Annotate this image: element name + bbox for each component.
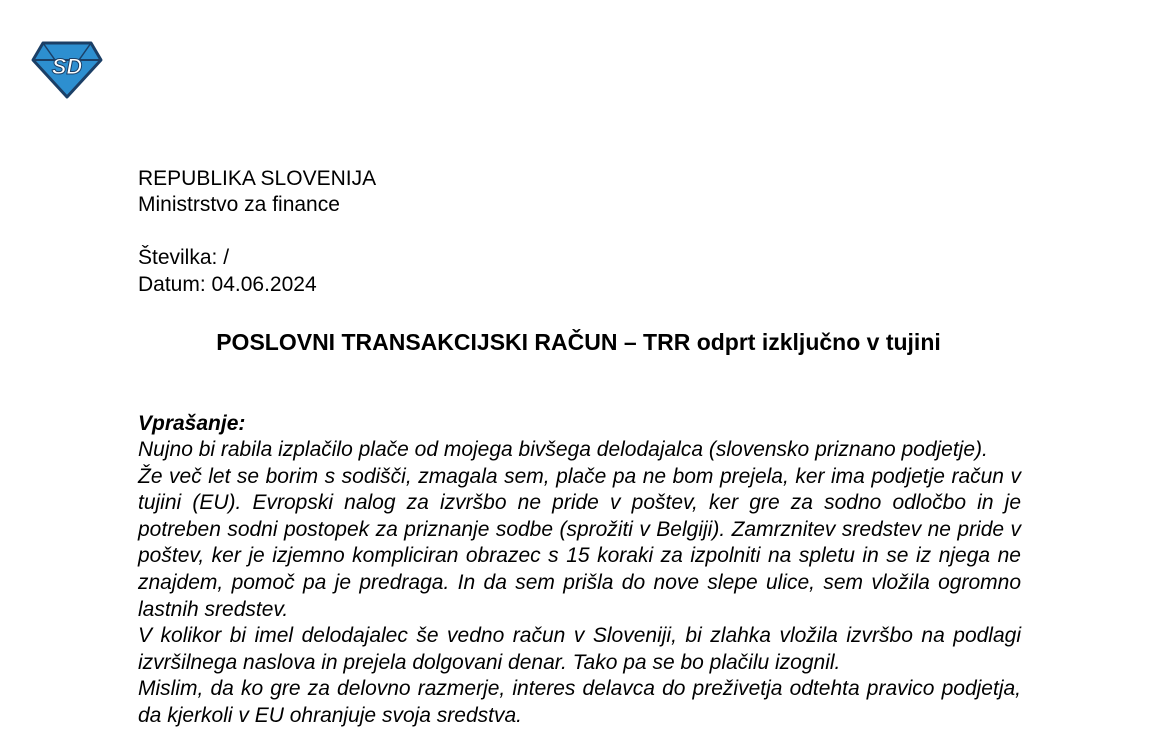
logo-letters: SD — [51, 54, 83, 79]
question-body — [138, 437, 1021, 730]
question-paragraph: Že več let se borim s sodišči, zmagala sem, plače pa ne bom prejela, ker ima podjetje račun v tujini (EU). Evropski nalog za izvršbo ne pride v poštev, ker gre za sodno odločbo in je potreben sodni postopek za priznanje sodbe (sprožiti v Belgiji). Zamrznitev sredstev ne pride v poštev, ker je izjemno kompliciran obrazec s 15 koraki za izpolniti na spletu in se iz njega ne znajdem, pomoč pa je predraga. In da sem prišla do nove slepe ulice, sem vložila ogromno lastnih sredstev. — [138, 464, 1021, 621]
question-paragraph: Mislim, da ko gre za delovno razmerje, interes delavca do preživetja odtehta pravico podjetja, da kjerkoli v EU ohranjuje svoja sredstva. — [138, 677, 1021, 727]
country-name: REPUBLIKA SLOVENIJA — [138, 167, 377, 190]
sd-logo — [31, 40, 103, 100]
document-number: Številka: / — [138, 246, 230, 269]
document-date: Datum: 04.06.2024 — [138, 273, 317, 296]
ministry-name: Ministrstvo za finance — [138, 193, 340, 216]
document-title: POSLOVNI TRANSAKCIJSKI RAČUN – TRR odprt izključno v tujini — [216, 329, 941, 355]
question-paragraph: Nujno bi rabila izplačilo plače od mojega bivšega delodajalca (slovensko priznano podjetje). — [138, 438, 988, 461]
question-label: Vprašanje: — [138, 412, 246, 435]
question-paragraph: V kolikor bi imel delodajalec še vedno račun v Sloveniji, bi zlahka vložila izvršbo na podlagi izvršilnega naslova in prejela dolgovani denar. Tako pa se bo plačilu izognil. — [138, 624, 1021, 674]
